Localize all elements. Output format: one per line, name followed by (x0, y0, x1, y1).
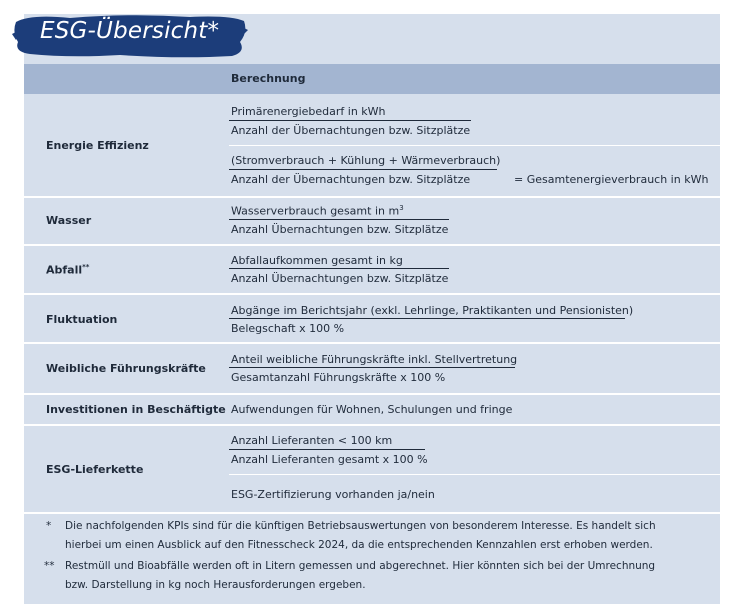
fluktuation-denominator: Belegschaft x 100 % (231, 322, 345, 335)
row-separator (24, 244, 720, 246)
row-label-fuehrung: Weibliche Führungskräfte (46, 362, 206, 375)
energie-f2-numerator: (Stromverbrauch + Kühlung + Wärmeverbrauch) (231, 154, 501, 167)
energie-f2-note: = Gesamtenergieverbrauch in kWh (514, 173, 709, 186)
lieferkette-text: ESG-Zertifizierung vorhanden ja/nein (231, 488, 435, 501)
fraction-line (229, 318, 625, 319)
fraction-line (229, 219, 449, 220)
wasser-numerator (231, 204, 404, 218)
row-label-abfall (46, 263, 89, 277)
row-separator (24, 512, 720, 514)
row-label-lieferkette: ESG-Lieferkette (46, 463, 144, 476)
footnote-1-mark: * (46, 520, 52, 532)
row-separator (24, 342, 720, 344)
fuehrung-numerator: Anteil weibliche Führungskräfte inkl. Stellvertretung (231, 353, 518, 366)
investition-text: Aufwendungen für Wohnen, Schulungen und fringe (231, 403, 513, 416)
fluktuation-numerator: Abgänge im Berichtsjahr (exkl. Lehrlinge, Praktikanten und Pensionisten) (231, 304, 634, 317)
wasser-numerator-text: Wasserverbrauch gesamt in m (231, 204, 400, 218)
row-separator (24, 393, 720, 395)
page-title: ESG-Übersicht* (40, 18, 220, 44)
fraction-line (229, 449, 425, 450)
footnote-2-mark: ** (44, 560, 55, 572)
row-label-wasser: Wasser (46, 214, 92, 227)
header-berechnung: Berechnung (231, 72, 306, 85)
footnote-1-line-2: hierbei um einen Ausblick auf den Fitnesscheck 2024, da die entsprechenden Kennzahlen erst erhoben werden. (65, 539, 653, 551)
energie-f1-numerator: Primärenergiebedarf in kWh (231, 105, 386, 118)
fraction-line (229, 169, 497, 170)
footnote-2-line-2: bzw. Darstellung in kg noch Herausforderungen ergeben. (65, 579, 366, 591)
energie-f1-denominator: Anzahl der Übernachtungen bzw. Sitzplätze (231, 124, 471, 137)
row-label-investition: Investitionen in Beschäftigte (46, 403, 226, 416)
lieferkette-numerator: Anzahl Lieferanten < 100 km (231, 434, 393, 447)
row-separator (24, 196, 720, 198)
sub-separator (229, 145, 720, 146)
row-label-energie: Energie Effizienz (46, 139, 149, 152)
row-separator (24, 293, 720, 295)
row-separator (24, 424, 720, 426)
energie-f2-denominator: Anzahl der Übernachtungen bzw. Sitzplätze (231, 173, 471, 186)
fuehrung-denominator: Gesamtanzahl Führungskräfte x 100 % (231, 371, 446, 384)
abfall-numerator: Abfallaufkommen gesamt in kg (231, 254, 403, 267)
abfall-label-text: Abfall (46, 263, 83, 277)
abfall-footnote-mark: ** (82, 263, 90, 271)
footnote-2-line-1: Restmüll und Bioabfälle werden oft in Litern gemessen und abgerechnet. Hier könnten sich bei der Umrechnung (65, 560, 656, 572)
row-label-fluktuation: Fluktuation (46, 313, 118, 326)
footnote-1-line-1: Die nachfolgenden KPIs sind für die künftigen Betriebsauswertungen von besonderem Interesse. Es handelt sich (65, 520, 656, 532)
sub-separator (229, 474, 720, 475)
fraction-line (229, 367, 515, 368)
wasser-denominator: Anzahl Übernachtungen bzw. Sitzplätze (231, 223, 449, 236)
lieferkette-denominator: Anzahl Lieferanten gesamt x 100 % (231, 453, 428, 466)
table-header-row (24, 64, 720, 94)
abfall-denominator: Anzahl Übernachtungen bzw. Sitzplätze (231, 272, 449, 285)
fraction-line (229, 268, 449, 269)
fraction-line (229, 120, 471, 121)
wasser-superscript: 3 (399, 204, 404, 212)
